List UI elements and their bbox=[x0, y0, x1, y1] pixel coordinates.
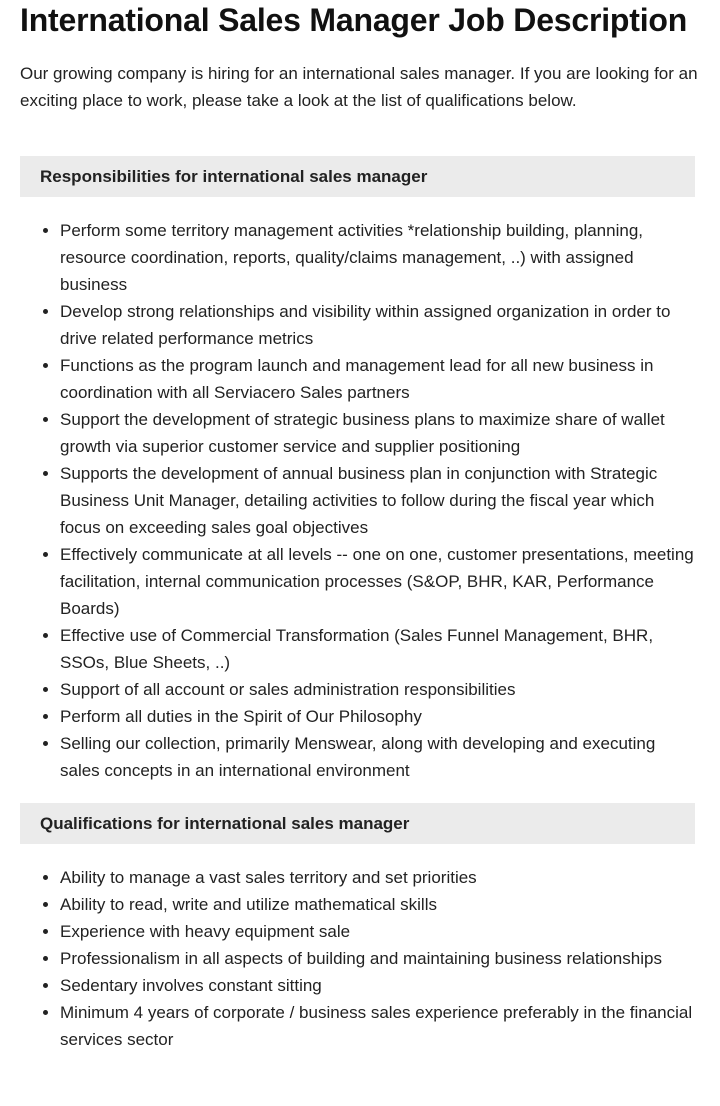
qualifications-heading: Qualifications for international sales manager bbox=[40, 814, 410, 833]
list-item: • Ability to read, write and utilize mathematical skills bbox=[60, 891, 695, 918]
qualifications-section-header bbox=[20, 803, 695, 844]
list-item: • Professionalism in all aspects of building and maintaining business relationships bbox=[60, 945, 695, 972]
responsibilities-section-header bbox=[20, 156, 695, 197]
responsibilities-heading: Responsibilities for international sales manager bbox=[40, 167, 428, 186]
responsibilities-list bbox=[20, 217, 695, 784]
list-item: • Effective use of Commercial Transformation (Sales Funnel Management, BHR, SSOs, Blue Sheets, ..) bbox=[60, 622, 695, 676]
list-item: • Supports the development of annual business plan in conjunction with Strategic Business Unit Manager, detailing activities to follow during the fiscal year which focus on exceeding sales goal objectives bbox=[60, 460, 695, 541]
list-item: • Effectively communicate at all levels -- one on one, customer presentations, meeting facilitation, internal communication processes (S&OP, BHR, KAR, Performance Boards) bbox=[60, 541, 695, 622]
list-item: • Functions as the program launch and management lead for all new business in coordination with all Serviacero Sales partners bbox=[60, 352, 695, 406]
list-item: • Support of all account or sales administration responsibilities bbox=[60, 676, 695, 703]
list-item: • Experience with heavy equipment sale bbox=[60, 918, 695, 945]
list-item: • Selling our collection, primarily Menswear, along with developing and executing sales concepts in an international environment bbox=[60, 730, 695, 784]
list-item: • Minimum 4 years of corporate / business sales experience preferably in the financial services sector bbox=[60, 999, 695, 1053]
qualifications-list bbox=[20, 864, 695, 1053]
list-item: • Support the development of strategic business plans to maximize share of wallet growth via superior customer service and supplier positioning bbox=[60, 406, 695, 460]
list-item: • Sedentary involves constant sitting bbox=[60, 972, 695, 999]
page-title: International Sales Manager Job Description bbox=[20, 2, 688, 38]
list-item: • Develop strong relationships and visibility within assigned organization in order to drive related performance metrics bbox=[60, 298, 695, 352]
list-item: • Perform some territory management activities *relationship building, planning, resource coordination, reports, quality/claims management, ..) with assigned business bbox=[60, 217, 695, 298]
intro-paragraph: Our growing company is hiring for an international sales manager. If you are looking for an exciting place to work, please take a look at the list of qualifications below. bbox=[20, 64, 698, 110]
list-item: • Perform all duties in the Spirit of Our Philosophy bbox=[60, 703, 695, 730]
list-item: • Ability to manage a vast sales territory and set priorities bbox=[60, 864, 695, 891]
